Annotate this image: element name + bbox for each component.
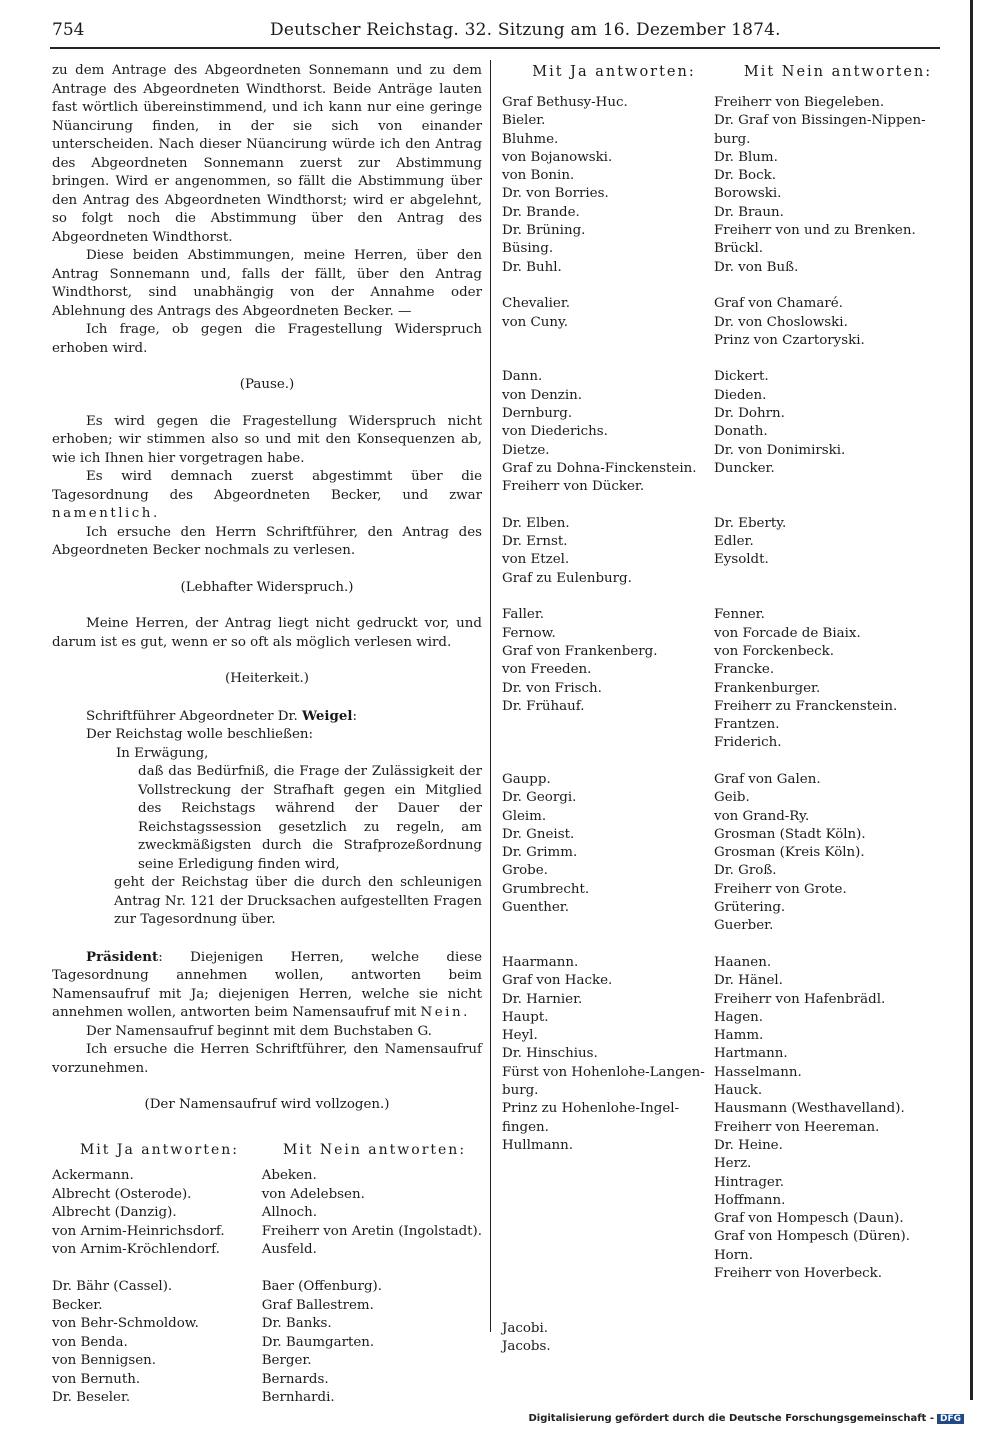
name-entry — [502, 1265, 714, 1283]
name-entry: Graf von Hompesch (Daun). — [714, 1211, 904, 1227]
name-entry — [502, 1302, 714, 1320]
name-entry: Dr. Eberty. — [714, 515, 787, 531]
name-entry: Jacobi. — [502, 1320, 549, 1336]
heading-nein: Mit Nein antworten: — [743, 64, 933, 80]
emphasis: namentlich — [52, 506, 153, 521]
motion-text: Der Reichstag wolle beschließen: In Erwägung, daß das Bedürfniß, die Frage der Zulässigkeit der Vollstreckung der Strafhaft gegen ein Mitglied des Reichstags während der Dauer der Reichstagssession gesetzlich zu regeln, am zweckmäßigsten durch die Strafprozeßordnung seine Erledigung finden wird, geht der Reichstag über die durch den schleunigen Antrag Nr. 121 der Drucksachen aufgestellten Fragen zur Tagesordnung über. — [86, 727, 482, 927]
speaker-name: Weigel — [301, 707, 353, 724]
name-entry: Graf Ballestrem. — [261, 1297, 374, 1313]
name-entry — [502, 1210, 714, 1228]
name-entry: Dickert. — [714, 369, 769, 385]
nein-list — [714, 94, 950, 1356]
name-entry: Dr. Baumgarten. — [261, 1334, 375, 1350]
name-entry — [502, 753, 714, 771]
name-entry: Dr. Frühauf. — [502, 698, 585, 714]
name-entry: Hausmann (Westhavelland). — [714, 1101, 905, 1117]
name-entry — [262, 1260, 482, 1279]
name-entry: Horn. — [714, 1247, 754, 1263]
name-entry: Dr. von Frisch. — [502, 680, 602, 696]
right-column — [502, 64, 950, 1356]
name-entry: Hoffmann. — [714, 1192, 786, 1208]
name-entry: Fenner. — [714, 607, 765, 623]
name-entry: Graf von Hompesch (Düren). — [714, 1229, 911, 1245]
emphasis: Nein — [420, 1005, 464, 1020]
name-entry — [714, 277, 950, 295]
name-entry: Freiherr von Aretin (Ingolstadt). — [261, 1223, 482, 1239]
name-entry: fingen. — [502, 1119, 549, 1135]
name-entry: Bieler. — [502, 113, 546, 129]
name-entry: Geib. — [714, 790, 750, 806]
name-entry: Dr. Groß. — [714, 863, 777, 879]
name-entry — [714, 1320, 950, 1338]
name-entry: Grosman (Kreis Köln). — [714, 845, 865, 861]
name-entry: Grosman (Stadt Köln). — [714, 826, 866, 842]
vote-headings — [52, 1141, 482, 1160]
name-entry: Dr. von Choslowski. — [714, 314, 848, 330]
name-entry: Dr. Brande. — [502, 204, 580, 220]
name-entry — [714, 588, 950, 606]
name-entry: Allnoch. — [261, 1205, 318, 1220]
name-entry: Dr. Elben. — [502, 515, 570, 531]
heading-ja: Mit Ja antworten: — [532, 64, 696, 80]
heading-ja: Mit Ja antworten: — [79, 1141, 240, 1158]
name-entry: Fürst von Hohenlohe-Langen- — [502, 1064, 705, 1080]
name-entry: Hamm. — [714, 1028, 764, 1044]
paragraph: zu dem Antrage des Abgeordneten Sonnemann und zu dem Antrage des Abgeordneten Windthorst. Beide Anträge lauten fast wörtlich übereinstimmend, und ich kann nur eine geringe Nüancirung finden, in der sie sich von einander unterscheiden. Nach dieser Nüancirung würde ich den Antrag des Abgeordneten Sonnemann zuerst zur Abstimmung bringen. Wird er angenommen, so fällt die Abstimmung über den Antrag des Abgeordneten Windthorst; wird er abgelehnt, so folgt noch die Abstimmung über den Antrag des Abgeordneten Windthorst. — [52, 63, 482, 245]
name-entry: Brückl. — [714, 241, 764, 257]
name-entry — [502, 917, 714, 935]
name-entry: von Arnim-Kröchlendorf. — [52, 1242, 220, 1257]
paragraph: Meine Herren, der Antrag liegt nicht gedruckt vor, und darum ist es gut, wenn er so oft als möglich verlesen wird. — [52, 616, 482, 650]
name-entry: Herz. — [714, 1156, 752, 1172]
name-entry: Graf zu Eulenburg. — [502, 570, 632, 586]
name-entry: Dieden. — [714, 387, 767, 403]
name-entry: Graf von Chamaré. — [714, 296, 843, 312]
paragraph: Es wird demnach zuerst abgestimmt über die Tagesordnung des Abgeordneten Becker, und zwar namentlich. — [52, 469, 482, 521]
name-entry — [502, 332, 714, 350]
name-entry: Dr. Beseler. — [52, 1390, 131, 1405]
name-entry: Frantzen. — [714, 717, 780, 733]
name-entry: Büsing. — [502, 241, 554, 257]
name-entry: Dr. Gneist. — [502, 826, 575, 842]
name-entry: Dr. Braun. — [714, 204, 784, 220]
name-entry: von Etzel. — [502, 552, 570, 568]
name-entry: Prinz von Czartoryski. — [714, 332, 865, 348]
name-entry: Hauck. — [714, 1083, 763, 1099]
name-entry: Berger. — [261, 1353, 312, 1368]
name-entry: Fernow. — [502, 625, 556, 641]
vote-names — [502, 94, 950, 1356]
name-entry: Freiherr von Grote. — [714, 881, 847, 897]
name-entry: Bernhardi. — [261, 1390, 335, 1405]
name-entry: Hagen. — [714, 1009, 764, 1025]
ja-list — [502, 94, 714, 1356]
name-entry — [502, 1228, 714, 1246]
name-entry: Haanen. — [714, 954, 772, 970]
name-entry: Dr. Grimm. — [502, 845, 578, 861]
name-entry: Grobe. — [502, 863, 548, 879]
name-entry: Duncker. — [714, 460, 775, 476]
name-entry — [714, 570, 950, 588]
name-entry: Chevalier. — [502, 296, 571, 312]
name-entry: Freiherr zu Franckenstein. — [714, 698, 898, 714]
name-entry — [714, 497, 950, 515]
name-entry: Dr. Bähr (Cassel). — [52, 1279, 173, 1294]
name-entry: Francke. — [714, 662, 775, 678]
name-entry — [502, 497, 714, 515]
name-entry: Borowski. — [714, 186, 782, 202]
name-entry: Dr. von Buß. — [714, 259, 799, 275]
name-entry: Dr. von Borries. — [502, 186, 609, 202]
name-entry: burg. — [714, 131, 751, 147]
name-entry: von Forcade de Biaix. — [714, 625, 861, 641]
name-entry: Dr. Ernst. — [502, 534, 568, 550]
speaker-line: Schriftführer Abgeordneter Dr. Weigel: — [86, 707, 358, 724]
name-entry: Dr. Bock. — [714, 168, 776, 184]
name-entry: von Arnim-Heinrichsdorf. — [52, 1223, 225, 1239]
name-entry: Dr. von Donimirski. — [714, 442, 846, 458]
name-entry: Becker. — [52, 1297, 103, 1313]
paragraph: Der Namensaufruf beginnt mit dem Buchstaben G. — [86, 1023, 432, 1039]
vote-headings — [502, 64, 950, 80]
name-entry: Haupt. — [502, 1009, 549, 1025]
footer-credit: Digitalisierung gefördert durch die Deutsche Forschungsgemeinschaft - DFG — [528, 1413, 964, 1424]
paragraph: Ich frage, ob gegen die Fragestellung Widerspruch erhoben wird. — [52, 322, 482, 356]
paragraph: Diese beiden Abstimmungen, meine Herren, über den Antrag Sonnemann und, falls der fällt, über den Antrag Windthorst, sind unabhängig von der Annahme oder Ablehnung des Antrags des Abgeordneten Becker. — — [52, 248, 482, 319]
name-entry: Guerber. — [714, 918, 774, 934]
paragraph: Präsident: Diejenigen Herren, welche diese Tagesordnung annehmen wollen, antworten beim Namensaufruf mit Ja; diejenigen Herren, welche sie nicht annehmen wollen, antworten beim Namensaufruf mit Nein. — [52, 948, 482, 1020]
name-entry: von Benda. — [52, 1334, 128, 1350]
name-entry: Graf zu Dohna-Finckenstein. — [502, 460, 697, 476]
name-entry: Graf von Hacke. — [502, 973, 613, 989]
name-entry: Gleim. — [502, 808, 547, 824]
name-entry: Jacobs. — [502, 1339, 551, 1355]
name-entry: Haarmann. — [502, 954, 579, 970]
name-entry — [714, 1283, 950, 1301]
name-entry: Faller. — [502, 607, 545, 623]
name-entry: Freiherr von Dücker. — [502, 479, 645, 495]
name-entry — [502, 1247, 714, 1265]
name-entry: Dr. Hinschius. — [502, 1046, 598, 1062]
name-entry: Dr. Georgi. — [502, 790, 577, 806]
name-entry: Heyl. — [502, 1028, 538, 1044]
name-entry: Ackermann. — [52, 1168, 134, 1183]
name-entry: Dr. Blum. — [714, 149, 778, 165]
name-entry — [502, 734, 714, 752]
paragraph: Ich ersuche den Herrn Schriftführer, den Antrag des Abgeordneten Becker nochmals zu verlesen. — [52, 524, 482, 558]
name-entry — [502, 277, 714, 295]
name-entry: von Cuny. — [502, 314, 569, 330]
name-entry: Albrecht (Danzig). — [52, 1205, 177, 1220]
name-entry: von Bonin. — [502, 168, 575, 184]
name-entry: Dr. Heine. — [714, 1137, 783, 1153]
name-entry — [502, 588, 714, 606]
name-entry: Hintrager. — [714, 1174, 785, 1190]
name-entry: Grütering. — [714, 900, 786, 916]
stage-direction: (Lebhafter Widerspruch.) — [180, 579, 354, 595]
name-entry: von Bojanowski. — [502, 149, 613, 165]
name-entry: Dr. Buhl. — [502, 259, 562, 275]
name-entry: Eysoldt. — [714, 552, 769, 568]
stage-direction: (Heiterkeit.) — [225, 671, 309, 686]
name-entry: Donath. — [714, 424, 768, 440]
name-entry: Friderich. — [714, 735, 782, 751]
name-entry: Edler. — [714, 534, 754, 550]
vote-names — [52, 1167, 482, 1408]
name-entry: Baer (Offenburg). — [261, 1279, 383, 1294]
name-entry: Dr. Brüning. — [502, 223, 586, 239]
name-entry: von Bernuth. — [52, 1371, 141, 1387]
ja-list — [52, 1167, 262, 1408]
name-entry — [502, 1283, 714, 1301]
name-entry: Hasselmann. — [714, 1064, 802, 1080]
name-entry: Dr. Graf von Bissingen-Nippen- — [714, 113, 926, 129]
name-entry: von Forckenbeck. — [714, 643, 835, 659]
paragraph: Ich ersuche die Herren Schriftführer, den Namensaufruf vorzunehmen. — [52, 1042, 482, 1076]
dfg-logo: DFG — [937, 1414, 964, 1424]
stage-direction: (Pause.) — [239, 377, 295, 392]
name-entry — [502, 716, 714, 734]
name-entry: Dr. Harnier. — [502, 991, 583, 1007]
name-entry: von Freeden. — [502, 662, 592, 678]
name-entry: burg. — [502, 1083, 539, 1099]
name-entry: Dann. — [502, 369, 543, 385]
name-entry: Graf von Galen. — [714, 771, 821, 787]
name-entry: Dietze. — [502, 442, 550, 458]
name-entry: Hullmann. — [502, 1137, 574, 1153]
name-entry: Bernards. — [261, 1371, 329, 1387]
name-entry: Abeken. — [261, 1168, 317, 1183]
name-entry — [502, 1155, 714, 1173]
name-entry — [714, 478, 950, 496]
heading-nein: Mit Nein antworten: — [282, 1141, 467, 1158]
name-entry — [714, 1302, 950, 1320]
page-number: 754 — [52, 20, 85, 40]
name-entry: Albrecht (Osterode). — [52, 1186, 192, 1202]
name-entry: Dr. Dohrn. — [714, 406, 785, 422]
name-entry — [502, 350, 714, 368]
header-rule — [50, 47, 940, 49]
speaker-name: Präsident — [86, 948, 159, 965]
name-entry: von Grand-Ry. — [714, 808, 810, 824]
name-entry: Frankenburger. — [714, 680, 821, 696]
name-entry: von Adelebsen. — [261, 1186, 365, 1202]
name-entry: von Bennigsen. — [52, 1353, 157, 1368]
left-column — [52, 62, 482, 1408]
name-entry — [714, 350, 950, 368]
name-entry: von Denzin. — [502, 387, 583, 403]
name-entry: Dr. Banks. — [261, 1316, 332, 1331]
name-entry — [502, 1174, 714, 1192]
name-entry: Freiherr von Hafenbrädl. — [714, 991, 886, 1007]
name-entry: Bluhme. — [502, 131, 559, 147]
name-entry — [502, 936, 714, 954]
name-entry: Freiherr von Hoverbeck. — [714, 1266, 883, 1281]
name-entry: Graf Bethusy-Huc. — [502, 95, 628, 110]
name-entry — [52, 1260, 262, 1279]
paragraph: Es wird gegen die Fragestellung Widerspruch nicht erhoben; wir stimmen also so und mit den Konsequenzen ab, wie ich Ihnen hier vorgetragen habe. — [52, 413, 482, 466]
running-title: Deutscher Reichstag. 32. Sitzung am 16. Dezember 1874. — [270, 20, 781, 40]
name-entry: Dr. Hänel. — [714, 973, 783, 989]
name-entry: Freiherr von und zu Brenken. — [714, 223, 916, 239]
stage-direction: (Der Namensaufruf wird vollzogen.) — [144, 1097, 390, 1112]
name-entry — [714, 753, 950, 771]
name-entry: Gaupp. — [502, 771, 551, 787]
name-entry: Ausfeld. — [261, 1242, 317, 1257]
name-entry: Guenther. — [502, 900, 569, 916]
name-entry: von Diederichs. — [502, 424, 608, 440]
name-entry: Graf von Frankenberg. — [502, 643, 658, 659]
name-entry: Dernburg. — [502, 406, 573, 422]
name-entry: Grumbrecht. — [502, 881, 590, 897]
page-edge-border — [970, 0, 973, 1400]
name-entry — [714, 936, 950, 954]
nein-list — [262, 1167, 482, 1408]
name-entry: Prinz zu Hohenlohe-Ingel- — [502, 1101, 680, 1117]
name-entry — [502, 1192, 714, 1210]
name-entry: Hartmann. — [714, 1046, 788, 1062]
column-divider — [490, 60, 491, 1332]
name-entry: Freiherr von Heereman. — [714, 1119, 880, 1135]
name-entry: von Behr-Schmoldow. — [52, 1316, 199, 1331]
name-entry: Freiherr von Biegeleben. — [714, 95, 885, 110]
